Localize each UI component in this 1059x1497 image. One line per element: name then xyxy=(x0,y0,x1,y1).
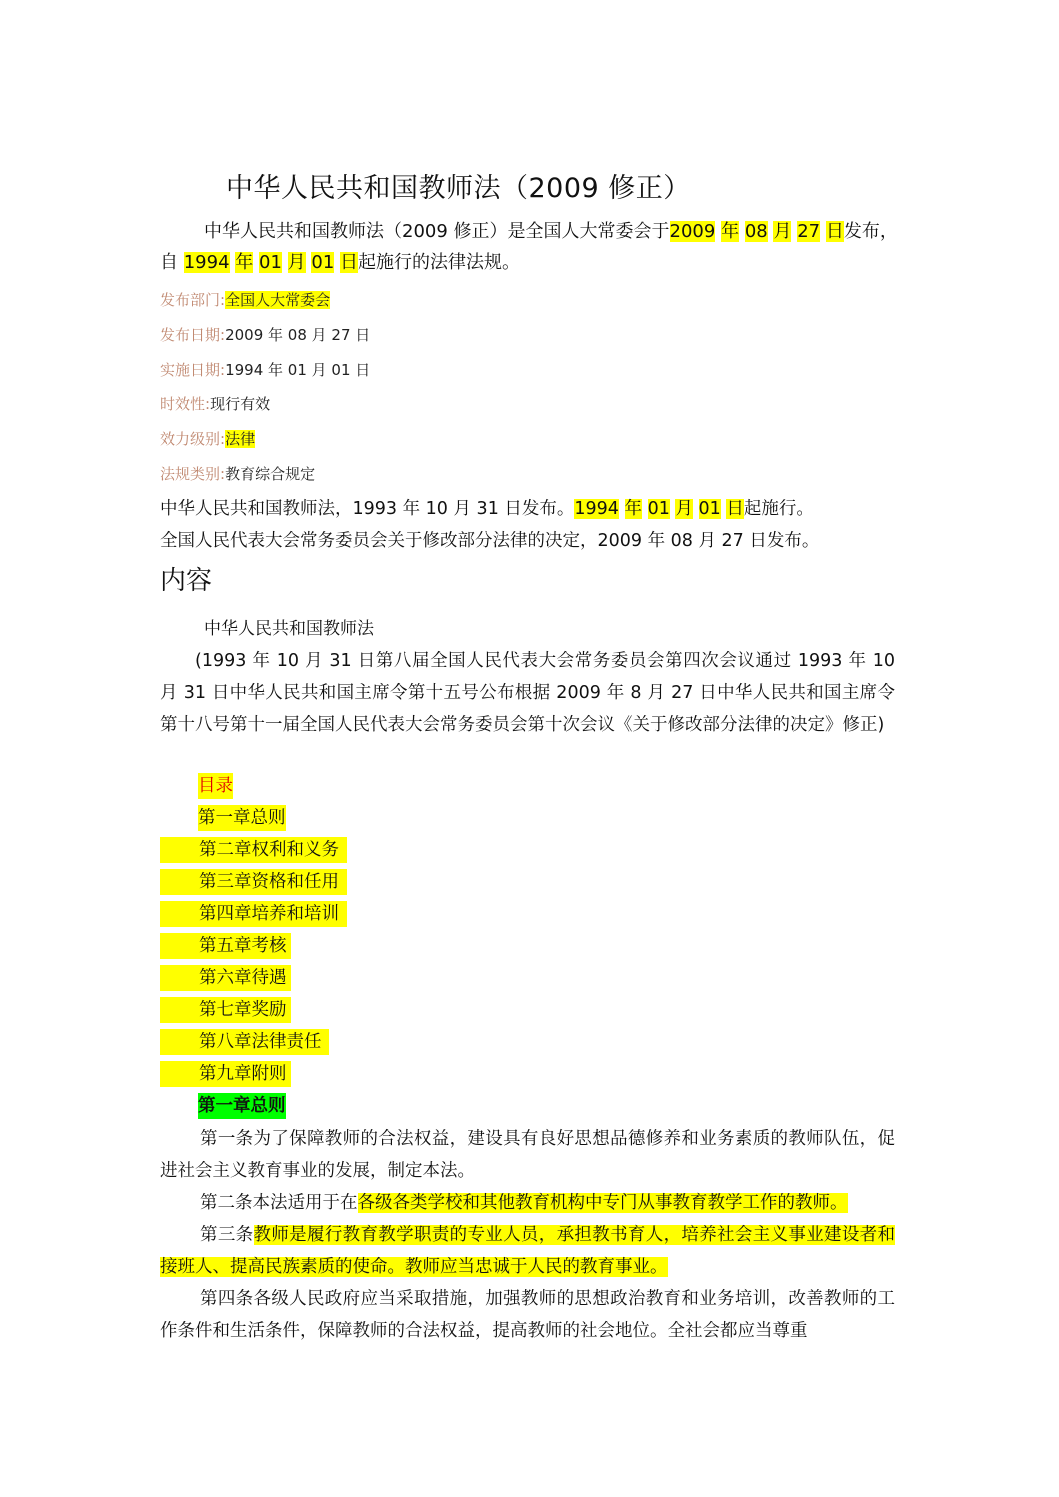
meta-category xyxy=(160,463,315,484)
toc-item[interactable]: 第八章法律责任 xyxy=(160,1029,329,1055)
toc-item[interactable]: 第九章附则 xyxy=(160,1061,291,1087)
toc-item[interactable]: 第七章奖励 xyxy=(160,997,291,1023)
content-heading: 内容 xyxy=(160,566,213,596)
intro-eff-day-unit: 日 xyxy=(340,252,359,273)
meta-effective-date xyxy=(160,359,370,380)
toc-item[interactable]: 第四章培养和培训 xyxy=(160,901,347,927)
meta-value: 2009 年 08 月 27 日 xyxy=(225,326,371,344)
intro-pub-month: 08 xyxy=(744,221,768,242)
intro-pub-year-unit: 年 xyxy=(721,221,740,242)
meta-value: 现行有效 xyxy=(210,395,271,413)
article-2-highlight: 各级各类学校和其他教育机构中专门从事教育教学工作的教师。 xyxy=(357,1193,848,1213)
article-1: 第一条为了保障教师的合法权益，建设具有良好思想品德修养和业务素质的教师队伍，促进社会主义教育事业的发展，制定本法。 xyxy=(160,1129,895,1181)
toc-item[interactable]: 第二章权利和义务 xyxy=(160,837,347,863)
history-text: 中华人民共和国教师法，1993 年 10 月 31 日发布。 xyxy=(160,499,575,519)
history-month-unit: 月 xyxy=(675,499,693,519)
intro-text-1: 中华人民共和国教师法（2009 修正）是全国人大常委会于 xyxy=(204,221,670,242)
history-year-unit: 年 xyxy=(624,499,643,519)
intro-eff-day: 01 xyxy=(311,252,335,273)
meta-validity xyxy=(160,393,270,414)
meta-department xyxy=(160,289,330,310)
meta-key: 发布日期: xyxy=(160,326,226,344)
document-title: 中华人民共和国教师法（2009 修正） xyxy=(226,173,691,204)
meta-value: 法律 xyxy=(225,430,256,448)
history-line-1 xyxy=(160,495,814,520)
meta-key: 效力级别: xyxy=(160,430,226,448)
toc-item[interactable]: 第六章待遇 xyxy=(160,965,291,991)
intro-text-3: 起施行的法律法规。 xyxy=(358,252,521,273)
toc-heading xyxy=(198,773,233,799)
history-year: 1994 xyxy=(574,499,619,519)
article-3-prefix: 第三条 xyxy=(200,1225,254,1245)
meta-key: 发布部门: xyxy=(160,291,226,309)
meta-value: 教育综合规定 xyxy=(225,465,316,483)
preamble: (1993 年 10 月 31 日第八届全国人民代表大会常务委员会第四次会议通过 1993 年 10 月 31 日中华人民共和国主席令第十五号公布根据 2009 年 8 月 27 日中华人民共和国主席令第十八号第十一届全国人民代表大会常务委员会第十次会议《关于修改部分法律的决定》修正) xyxy=(160,651,895,735)
intro-text-2: 发布，自 xyxy=(160,221,898,273)
article-2 xyxy=(160,1187,895,1219)
intro-pub-year: 2009 xyxy=(669,221,716,242)
meta-value: 全国人大常委会 xyxy=(225,291,331,309)
history-month: 01 xyxy=(647,499,670,519)
intro-pub-day-unit: 日 xyxy=(825,221,844,242)
toc-item[interactable]: 第三章资格和任用 xyxy=(160,869,347,895)
chapter-1-heading: 第一章总则 xyxy=(198,1093,286,1119)
article-2-prefix: 第二条本法适用于在 xyxy=(200,1193,358,1213)
history-tail: 起施行。 xyxy=(743,499,814,519)
meta-key: 法规类别: xyxy=(160,465,226,483)
article-3-highlight: 教师是履行教育教学职责的专业人员，承担教书育人，培养社会主义事业建设者和接班人、提高民族素质的使命。教师应当忠诚于人民的教育事业。 xyxy=(160,1225,896,1277)
article-3 xyxy=(160,1219,895,1283)
meta-key: 实施日期: xyxy=(160,361,226,379)
intro-paragraph xyxy=(160,216,900,278)
intro-eff-month: 01 xyxy=(259,252,282,273)
intro-eff-month-unit: 月 xyxy=(287,252,306,273)
meta-level xyxy=(160,428,255,449)
history-line-2: 全国人民代表大会常务委员会关于修改部分法律的决定，2009 年 08 月 27 日发布。 xyxy=(160,531,820,551)
meta-key: 时效性: xyxy=(160,395,211,413)
history-day: 01 xyxy=(698,499,721,519)
article-4: 第四条各级人民政府应当采取措施，加强教师的思想政治教育和业务培训，改善教师的工作条件和生活条件，保障教师的合法权益，提高教师的社会地位。全社会都应当尊重 xyxy=(160,1289,895,1341)
intro-pub-month-unit: 月 xyxy=(773,221,792,242)
intro-eff-year-unit: 年 xyxy=(235,252,254,273)
toc-item[interactable]: 第一章总则 xyxy=(198,805,286,831)
history-day-unit: 日 xyxy=(726,499,744,519)
meta-value: 1994 年 01 月 01 日 xyxy=(225,361,371,379)
law-title: 中华人民共和国教师法 xyxy=(204,619,374,639)
meta-publish-date xyxy=(160,324,370,345)
intro-pub-day: 27 xyxy=(797,221,821,242)
intro-eff-year: 1994 xyxy=(183,252,230,273)
toc-item[interactable]: 第五章考核 xyxy=(160,933,291,959)
toc-heading-text: 目录 xyxy=(198,776,233,796)
